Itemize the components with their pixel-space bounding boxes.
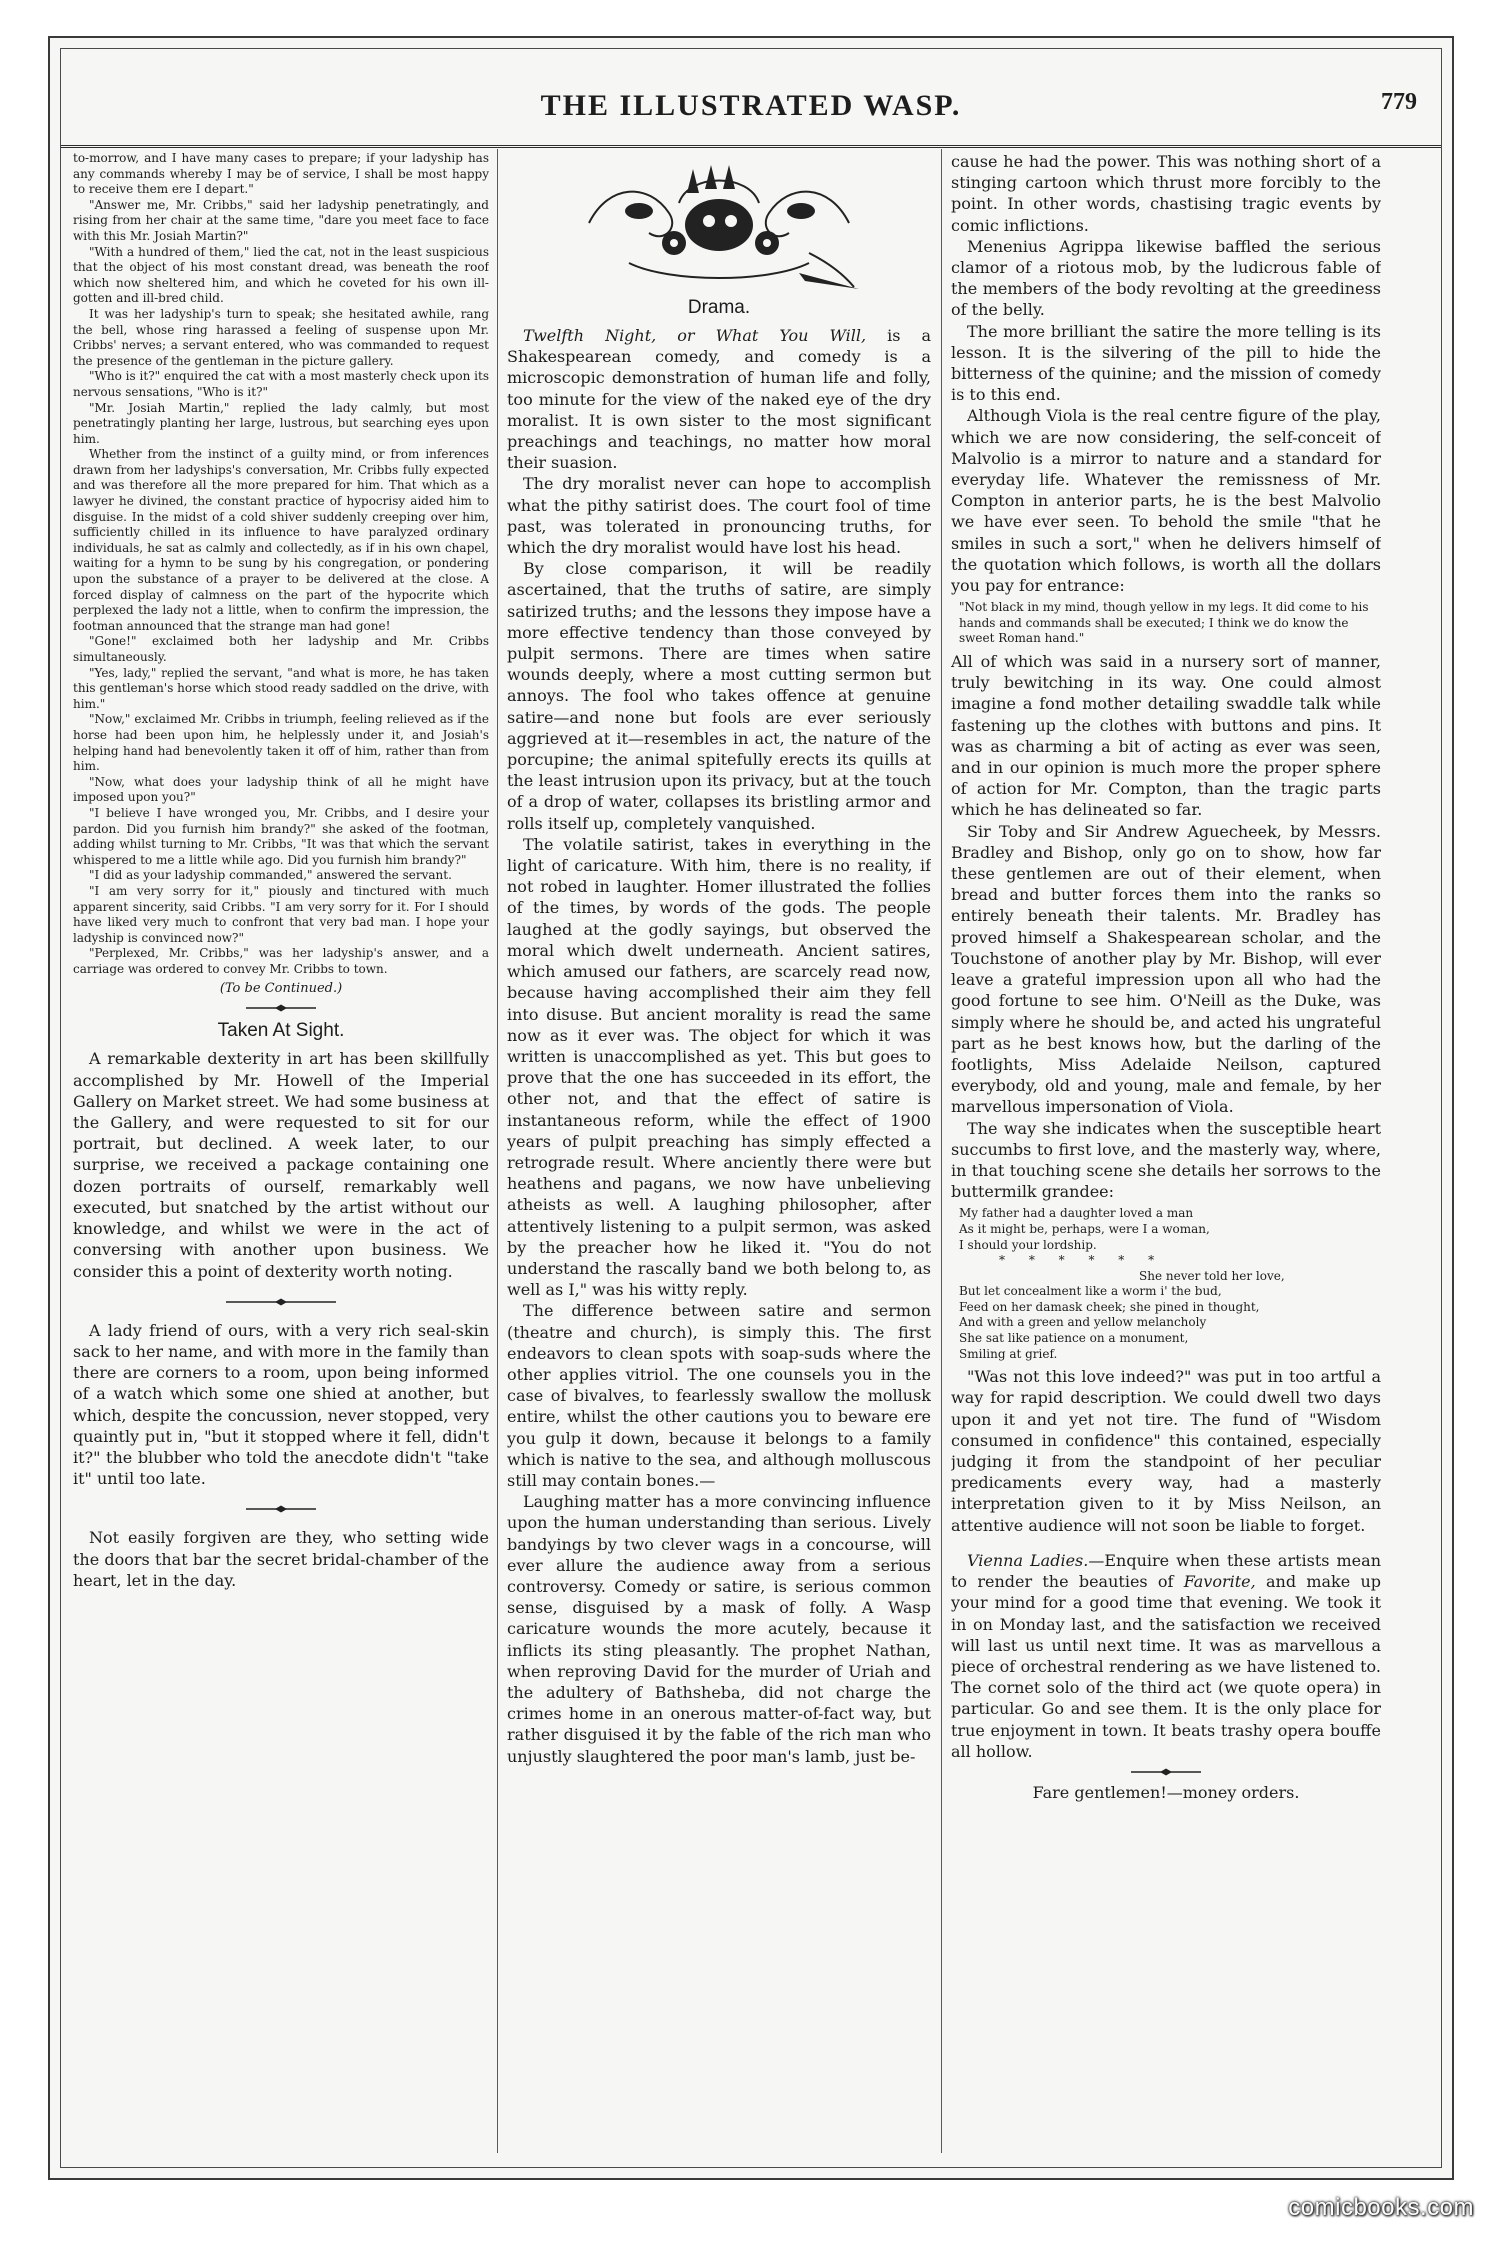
quote-line: She never told her love, — [1139, 1268, 1285, 1283]
drama-article-continued — [951, 151, 1381, 596]
page-number: 779 — [1381, 89, 1417, 115]
story-paragraph: "Perplexed, Mr. Cribbs," was her ladyship's answer, and a carriage was ordered to convey Mr. Cribbs to town. — [73, 946, 489, 976]
paragraph-text: —Enquire when these artists mean to render the beauties of — [951, 1550, 1381, 1592]
article-paragraph — [507, 325, 931, 473]
story-paragraph: "Gone!" exclaimed both her ladyship and Mr. Cribbs simultaneously. — [73, 634, 489, 664]
watermark-text: comicbooks.com — [1288, 2194, 1474, 2221]
column-rule-2 — [941, 149, 942, 2153]
article-paragraph: By close comparison, it will be readily ascertained, that the truths of satire, are simply satirized truths; and the lessons they impose have a more effective tendency than those conveyed by pulpit sermons. There are times when satire wounds deeply, where a most cutting sermon but annoys. The fool who takes offence at genuine satire—and none but fools are ever seriously aggrieved at it—resembles in act, the nature of the porcupine; the animal spitefully erects its quills at the least intrusion upon its privacy, but at the touch of a drop of water, collapses its bristling armor and rolls itself up, completely vanquished. — [507, 559, 931, 833]
paragraph-text: and make up your mind for a good time that evening. We took it in on Monday last, and the satisfaction we received will last us until next time. It was as marvellous a piece of orchestral rendering as we have listened to. The cornet solo of the third act (we quote opera) in particular. Go and see them. It is the only place for true enjoyment in town. It beats trashy opera bouffe all hollow. — [951, 1572, 1381, 1761]
column-left — [73, 151, 489, 2153]
article-paragraph: Not easily forgiven are they, who setting wide the doors that bar the secret bridal-chamber of the heart, let in the day. — [73, 1528, 489, 1590]
quote-ellipsis-stars: * * * * * * — [999, 1253, 1165, 1268]
article-paragraph: Menenius Agrippa likewise baffled the serious clamor of a riotous mob, by the ludicrous fable of the members of the body revolting at the greediness of the belly. — [951, 236, 1381, 320]
serial-story — [73, 151, 489, 977]
quote-line: I should your lordship. — [959, 1237, 1097, 1252]
page-frame — [60, 48, 1442, 2168]
viola-quote — [959, 1206, 1381, 1362]
masthead — [61, 49, 1441, 148]
quote-line: My father had a daughter loved a man — [959, 1206, 1194, 1221]
masthead-title: THE ILLUSTRATED WASP. — [540, 89, 962, 122]
taken-at-sight-heading: Taken At Sight. — [217, 1020, 345, 1042]
section-divider — [951, 1768, 1381, 1776]
story-paragraph: to-morrow, and I have many cases to prepare; if your ladyship has any commands whereby I may be of service, I shall be most happy to receive them ere I depart." — [73, 151, 489, 197]
drama-article-end — [951, 1366, 1381, 1536]
spacer — [951, 1536, 1381, 1550]
article-paragraph: The more brilliant the satire the more telling is its lesson. It is the silvering of the pill to hide the bitterness of the quinine; and the mission of comedy is to this end. — [951, 321, 1381, 405]
drama-ornament-illustration — [507, 163, 931, 291]
article-paragraph: "Was not this love indeed?" was put in too artful a way for rapid description. We could dwell two days upon it and yet not tire. The fund of "Wisdom consumed in confidence" this contained, especially judging it from the standpoint of her peculiar predicaments every way, had a masterly interpretation given to it by Miss Neilson, an attentive audience will not soon be liable to forget. — [951, 1367, 1381, 1535]
story-paragraph: "Who is it?" enquired the cat with a most masterly check upon its nervous sensations, "Who is it?" — [73, 369, 489, 399]
article-paragraph: The volatile satirist, takes in everything in the light of caricature. With him, there is no reality, if not robed in laughter. Homer illustrated the follies of the times, by words of the gods. The people laughed at the godly sayings, but observed the moral which dwelt underneath. Ancient satires, which amused our fathers, are scarcely read now, because having accomplished their aim they fell into disuse. But ancient morality is read the same now as it ever was. The object for which it was written is unaccomplished as yet. This but goes to prove that the one has succeeded in its effort, the other not, and that the effect of satire is instantaneous reform, while the effect of 1900 years of pulpit preaching has simply effected a retrograde result. Where anciently there were but heathens and pagans, we now have unbelieving atheists as well. A laughing philosopher, after attentively listening to a pulpit sermon, was asked by the preacher how he liked it. "You do not understand the rascally band we both belong to, as well as I," was his witty reply. — [507, 834, 931, 1300]
article-paragraph: Laughing matter has a more convincing influence upon the human understanding than serious. Lively bandyings by two clever wags in a concourse, will ever allure the audience away from a serious controversy. Comedy or satire, is serious common sense, disguised by a mask of folly. A Wasp caricature wounds the more acutely, because it inflicts its sting pleasantly. The prophet Nathan, when reproving David for the murder of Uriah and the adultery of Bathsheba, did not charge the crimes home in an onerous matter-of-fact way, but rather disguised it by the fable of the rich man who unjustly slaughtered the poor man's lamb, just be- — [507, 1492, 931, 1766]
drama-article-continued — [951, 651, 1381, 1202]
story-paragraph: "I am very sorry for it," piously and tinctured with much apparent sincerity, said Cribbs. "I am very sorry for it. For I should have liked very much to confront that very bad man. I hope your ladyship is convinced now?" — [73, 883, 489, 945]
story-paragraph: "I believe I have wronged you, Mr. Cribbs, and I desire your pardon. Did you furnish him brandy?" she asked of the footman, adding whilst turning to Mr. Cribbs, "It was that which the servant whispered to me a little while ago. Did you furnish him brandy?" — [73, 805, 489, 867]
vienna-title: Vienna Ladies. — [967, 1550, 1089, 1570]
drama-article — [507, 325, 931, 1767]
article-paragraph: Although Viola is the real centre figure of the play, which we are now considering, the self-conceit of Malvolio is a mirror to nature and a standard for everyday life. Whatever the remissness of Mr. Compton in anterior parts, he is the best Malvolio we have ever seen. To behold the smile "that he smiles in such a sort," when he delivers himself of the quotation which follows, is worth all the dollars you pay for entrance: — [951, 406, 1381, 596]
article-paragraph: cause he had the power. This was nothing short of a stinging cartoon which thrust more forcibly to the point. In other words, chastising tragic events by comic inflictions. — [951, 152, 1381, 235]
story-paragraph: "Now, what does your ladyship think of all he might have imposed upon you?" — [73, 774, 489, 805]
story-paragraph: "Yes, lady," replied the servant, "and what is more, he has taken this gentleman's horse which stood ready saddled on the drive, with him." — [73, 665, 489, 711]
paragraph-text: is a Shakespearean comedy, and comedy is a microscopic demonstration of human life and folly, too minute for the view of the naked eye of the dry moralist. It is own sister to the most significant preachings and teachings, no matter how moral their suasion. — [507, 326, 931, 473]
malvolio-quote — [959, 600, 1381, 647]
taken-at-sight-article — [73, 1048, 489, 1281]
article-paragraph: A lady friend of ours, with a very rich seal-skin sack to her name, and with more in the family than there are corners to a room, upon being informed of a watch which some one shied at another, but which, despite the concussion, never stopped, very quaintly put in, "but it stopped where it fell, didn't it?" the blubber who told the anecdote didn't "take it" until too late. — [73, 1320, 489, 1489]
drama-heading: Drama. — [687, 297, 751, 318]
story-paragraph: "Now," exclaimed Mr. Cribbs in triumph, feeling relieved as if the horse had been upon him, he helplessly under it, and Josiah's helping hand had benevolently taken it off of him, rather than from him. — [73, 712, 489, 774]
quote-line: Feed on her damask cheek; she pined in thought, — [959, 1299, 1260, 1314]
story-paragraph: It was her ladyship's turn to speak; she hesitated awhile, rang the bell, whose ring harassed a feeling of suspense upon Mr. Cribbs' nerves; a servant entered, who was commanded to request the presence of the gentleman in the picture gallery. — [73, 306, 489, 368]
to-be-continued: (To be Continued.) — [219, 981, 343, 997]
quote-line: She sat like patience on a monument, — [959, 1331, 1189, 1346]
story-paragraph: "Mr. Josiah Martin," replied the lady calmly, but most penetratingly planting her large, lustrous, but searching eyes upon him. — [73, 400, 489, 446]
story-paragraph: "With a hundred of them," lied the cat, not in the least suspicious that the object of his most constant dread, was beneath the roof which now sheltered him, and which he coveted for his own ill-gotten and ill-bred child. — [73, 244, 489, 306]
section-divider — [73, 1505, 489, 1513]
article-paragraph: The way she indicates when the susceptible heart succumbs to first love, and the masterly way, where, in that touching scene she details her sorrows to the buttermilk grandee: — [951, 1118, 1381, 1202]
fare-gentlemen-line: Fare gentlemen!—money orders. — [1032, 1782, 1300, 1802]
article-paragraph: All of which was said in a nursery sort of manner, truly bewitching in its way. One could almost imagine a fond mother detailing swaddle talk while fastening up the clothes with buttons and pins. It was as charming a bit of acting as ever was seen, and in our opinion is much more the proper sphere of action for Mr. Compton, than the tragic parts which he has delineated so far. — [951, 652, 1381, 820]
article-paragraph: The dry moralist never can hope to accomplish what the pithy satirist does. The court fool of time past, was tolerated in pronouncing truths, for which the dry moralist would have lost his head. — [507, 474, 931, 558]
article-paragraph — [951, 1550, 1381, 1762]
article-paragraph: A remarkable dexterity in art has been skillfully accomplished by Mr. Howell of the Imperial Gallery on Market street. We had some business at the Gallery, and were requested to sit for our portrait, but declined. A week later, to our surprise, we received a package containing one dozen portraits of ourself, remarkably well executed, but snatched by the artist without our knowledge, and whilst we were in the act of conversing with another upon business. We consider this a point of dexterity worth noting. — [73, 1049, 489, 1281]
quote-line: As it might be, perhaps, were I a woman, — [959, 1221, 1210, 1236]
column-middle — [507, 151, 931, 2153]
story-paragraph: "Answer me, Mr. Cribbs," said her ladyship penetratingly, and rising from her chair at the same time, "dare you meet face to face with this Mr. Josiah Martin?" — [73, 197, 489, 243]
play-title: Twelfth Night, or What You Will, — [523, 326, 867, 345]
forgiven-article — [73, 1527, 489, 1591]
column-right — [951, 151, 1381, 2153]
story-paragraph: Whether from the instinct of a guilty mind, or from inferences drawn from her ladyships's conversation, Mr. Cribbs fully expected and was therefore all the more prepared for him. That which as a lawyer he divined, the constant practice of hypocrisy aided him to disguise. In the midst of a cold shiver suddenly creeping over him, sufficiently chilled in its influence to have paralyzed ordinary individuals, he sat as calmly and collectedly, as if in his own chapel, waiting for a hymn to be sung by his congregation, or pondering upon the substance of a prayer to be delivered at the close. A forced display of calmness on the part of the hypocrite which perplexed the lady not a little, when to confirm the impression, the footman announced that the strange man had gone! — [73, 447, 489, 633]
opera-title: Favorite, — [1183, 1572, 1256, 1592]
column-rule-1 — [497, 149, 498, 2153]
section-divider — [73, 1004, 489, 1012]
quote-line: And with a green and yellow melancholy — [959, 1315, 1207, 1330]
quote-line: But let concealment like a worm i' the bud, — [959, 1284, 1222, 1299]
vienna-ladies-article — [951, 1550, 1381, 1762]
quote-line: Smiling at grief. — [959, 1346, 1058, 1361]
quote-text: "Not black in my mind, though yellow in my legs. It did come to his hands and commands shall be executed; I think we do know the sweet Roman hand." — [959, 600, 1369, 646]
section-divider — [73, 1298, 489, 1306]
article-paragraph: Sir Toby and Sir Andrew Aguecheek, by Messrs. Bradley and Bishop, only go on to show, how far these gentlemen are out of their element, when bread and butter forces them into the ranks so entirely beneath their talents. Mr. Bradley has proved himself a Shakespearean scholar, and the Touchstone of another play by Mr. Bishop, will ever leave a grateful impression upon all who had the good fortune to see him. O'Neill as the Duke, was simply where he should be, and acted his ungrateful part as he best knows how, but the darling of the footlights, Miss Adelaide Neilson, captured everybody, old and young, male and female, by her marvellous impersonation of Viola. — [951, 821, 1381, 1117]
lady-friend-article — [73, 1320, 489, 1490]
story-paragraph: "I did as your ladyship commanded," answered the servant. — [89, 868, 452, 883]
newspaper-page — [48, 36, 1454, 2180]
article-paragraph: The difference between satire and sermon (theatre and church), is simply this. The first endeavors to clean spots with soap-suds where the other applies vitriol. The one counsels you in the case of bivalves, to fearlessly swallow the mollusk entire, whilst the other cautions you to beware ere you gulp it down, because it belongs to a family which is native to the sea, and although molluscous still may contain bones.— — [507, 1301, 931, 1490]
